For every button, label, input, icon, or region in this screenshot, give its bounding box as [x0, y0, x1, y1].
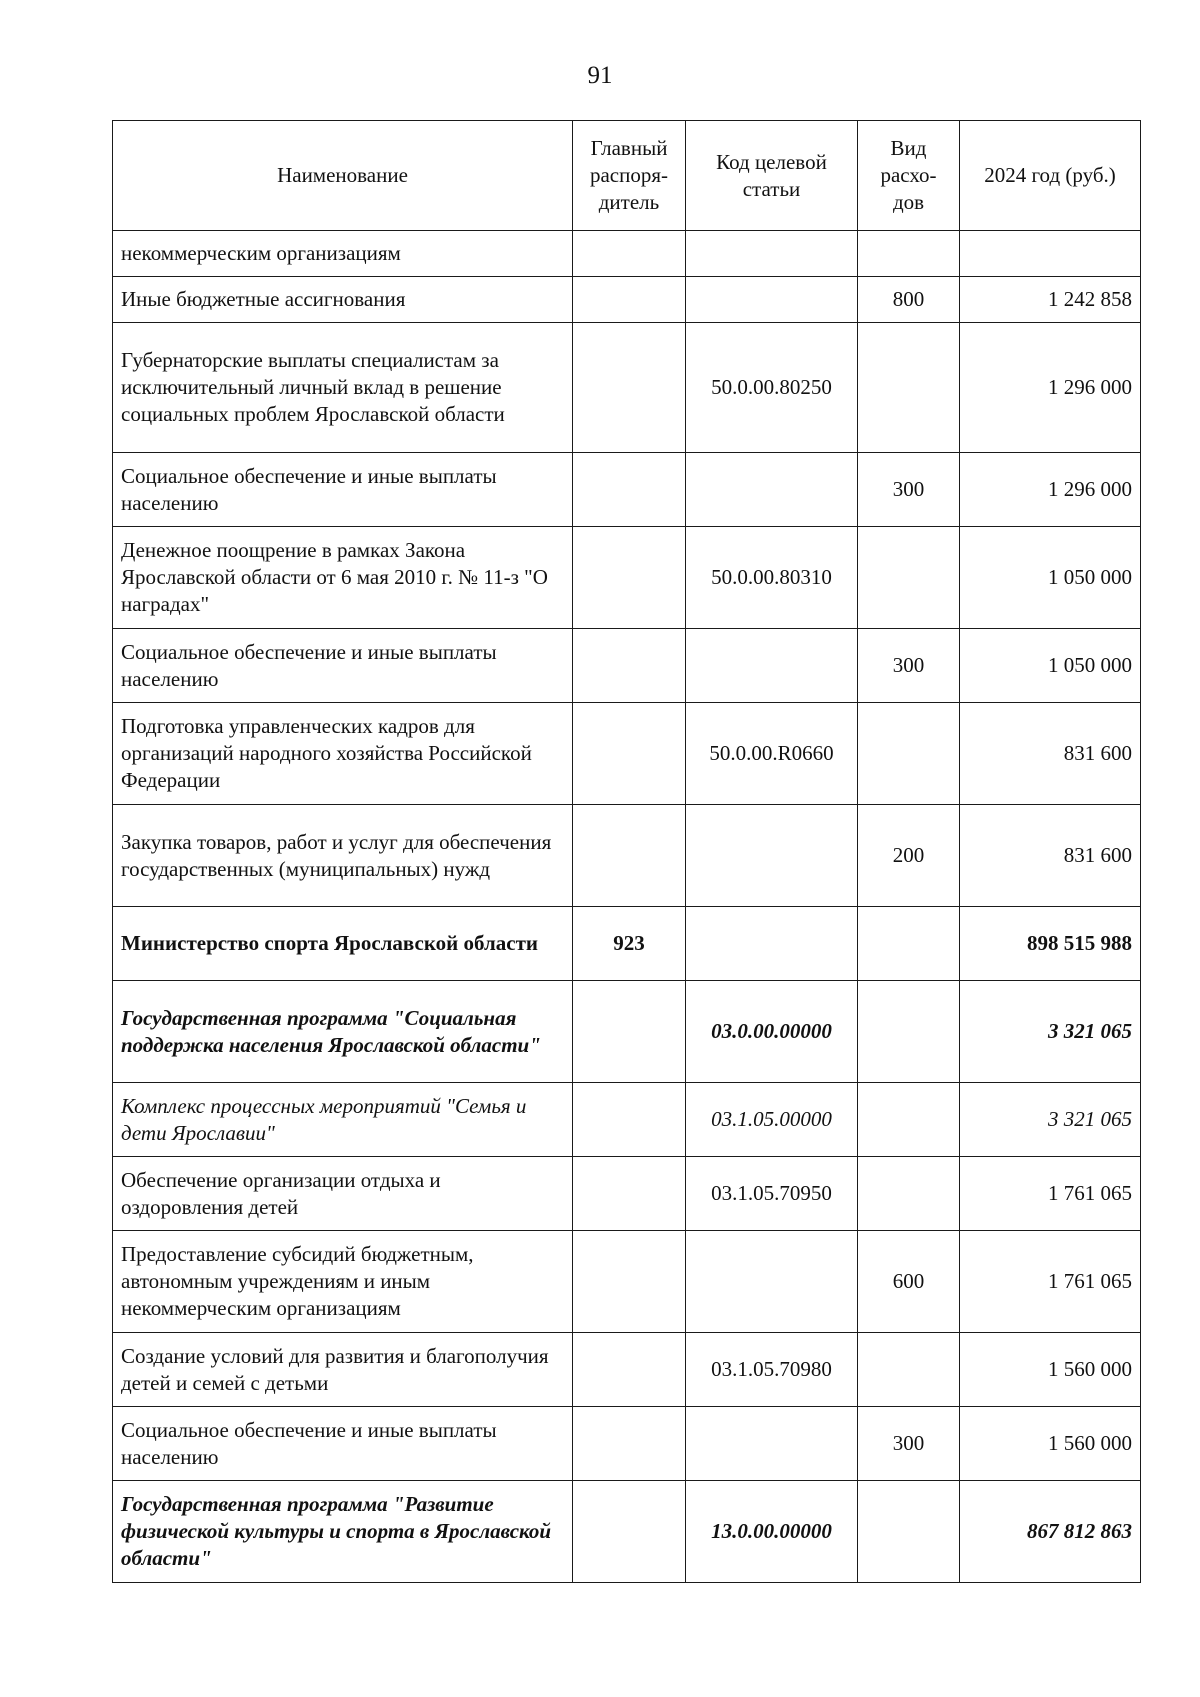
cell-vid: [858, 231, 960, 277]
cell-main: [573, 1231, 686, 1333]
cell-main: [573, 1333, 686, 1407]
cell-name: Социальное обеспечение и иные выплаты населению: [113, 1407, 573, 1481]
cell-vid: [858, 1333, 960, 1407]
cell-code: 03.1.05.70980: [686, 1333, 858, 1407]
table-row: [113, 1407, 1141, 1481]
cell-main: [573, 323, 686, 453]
cell-vid: [858, 323, 960, 453]
cell-sum: 1 242 858: [960, 277, 1141, 323]
cell-code: [686, 805, 858, 907]
cell-code: [686, 453, 858, 527]
cell-main: [573, 703, 686, 805]
cell-main: [573, 527, 686, 629]
cell-main: [573, 805, 686, 907]
cell-vid: 800: [858, 277, 960, 323]
cell-sum: 867 812 863: [960, 1481, 1141, 1583]
cell-name: Социальное обеспечение и иные выплаты населению: [113, 453, 573, 527]
cell-code: [686, 1231, 858, 1333]
table-row: [113, 1333, 1141, 1407]
cell-name: Обеспечение организации отдыха и оздоровления детей: [113, 1157, 573, 1231]
cell-code: 13.0.00.00000: [686, 1481, 858, 1583]
header-name: Наименование: [113, 121, 573, 231]
cell-name: Губернаторские выплаты специалистам за исключительный личный вклад в решение социальных проблем Ярославской области: [113, 323, 573, 453]
cell-sum: [960, 231, 1141, 277]
cell-sum: 3 321 065: [960, 981, 1141, 1083]
table-row: [113, 453, 1141, 527]
cell-name: Денежное поощрение в рамках Закона Ярославской области от 6 мая 2010 г. № 11-з "О наградах": [113, 527, 573, 629]
cell-code: 50.0.00.R0660: [686, 703, 858, 805]
cell-name: Государственная программа "Развитие физической культуры и спорта в Ярославской области": [113, 1481, 573, 1583]
header-target-code: Код целевой статьи: [686, 121, 858, 231]
cell-main: [573, 981, 686, 1083]
cell-main: [573, 453, 686, 527]
cell-vid: 300: [858, 629, 960, 703]
cell-vid: [858, 1157, 960, 1231]
cell-name: Комплекс процессных мероприятий "Семья и дети Ярославии": [113, 1083, 573, 1157]
cell-sum: 1 296 000: [960, 323, 1141, 453]
table-row-program: [113, 1481, 1141, 1583]
cell-name: Предоставление субсидий бюджетным, автономным учреждениям и иным некоммерческим организациям: [113, 1231, 573, 1333]
table-row: [113, 703, 1141, 805]
cell-sum: 831 600: [960, 703, 1141, 805]
cell-name: Социальное обеспечение и иные выплаты населению: [113, 629, 573, 703]
cell-main: [573, 277, 686, 323]
table-row-ministry: [113, 907, 1141, 981]
cell-sum: 1 761 065: [960, 1157, 1141, 1231]
cell-vid: [858, 527, 960, 629]
cell-main: [573, 1481, 686, 1583]
table-header-row: [113, 121, 1141, 231]
cell-code: 03.1.05.00000: [686, 1083, 858, 1157]
cell-name: Государственная программа "Социальная поддержка населения Ярославской области": [113, 981, 573, 1083]
cell-sum: 1 761 065: [960, 1231, 1141, 1333]
cell-main: [573, 1407, 686, 1481]
table-row: [113, 277, 1141, 323]
cell-code: [686, 1407, 858, 1481]
cell-code: [686, 629, 858, 703]
cell-name: Закупка товаров, работ и услуг для обеспечения государственных (муниципальных) нужд: [113, 805, 573, 907]
cell-code: 50.0.00.80310: [686, 527, 858, 629]
table-row: [113, 231, 1141, 277]
cell-code: [686, 277, 858, 323]
cell-sum: 1 050 000: [960, 629, 1141, 703]
table-row: [113, 527, 1141, 629]
cell-sum: 1 560 000: [960, 1333, 1141, 1407]
cell-sum: 898 515 988: [960, 907, 1141, 981]
table-row: [113, 323, 1141, 453]
cell-name: Создание условий для развития и благополучия детей и семей с детьми: [113, 1333, 573, 1407]
cell-sum: 1 296 000: [960, 453, 1141, 527]
cell-main: [573, 231, 686, 277]
cell-main: 923: [573, 907, 686, 981]
cell-vid: 300: [858, 453, 960, 527]
cell-sum: 1 560 000: [960, 1407, 1141, 1481]
cell-name: некоммерческим организациям: [113, 231, 573, 277]
cell-vid: [858, 981, 960, 1083]
cell-code: 03.1.05.70950: [686, 1157, 858, 1231]
cell-code: [686, 231, 858, 277]
cell-vid: 600: [858, 1231, 960, 1333]
cell-sum: 831 600: [960, 805, 1141, 907]
cell-code: 50.0.00.80250: [686, 323, 858, 453]
cell-main: [573, 1157, 686, 1231]
table-row-program: [113, 981, 1141, 1083]
cell-vid: [858, 907, 960, 981]
cell-name: Министерство спорта Ярославской области: [113, 907, 573, 981]
table-row-complex: [113, 1083, 1141, 1157]
table-row: [113, 1231, 1141, 1333]
page-number: 91: [587, 62, 613, 89]
header-main-manager: Главный распоря-дитель: [573, 121, 686, 231]
cell-vid: 200: [858, 805, 960, 907]
cell-vid: [858, 1481, 960, 1583]
header-expense-type: Вид расхо-дов: [858, 121, 960, 231]
cell-code: [686, 907, 858, 981]
cell-vid: [858, 1083, 960, 1157]
cell-code: 03.0.00.00000: [686, 981, 858, 1083]
cell-sum: 3 321 065: [960, 1083, 1141, 1157]
cell-vid: [858, 703, 960, 805]
header-amount-2024: 2024 год (руб.): [960, 121, 1141, 231]
table-row: [113, 629, 1141, 703]
cell-main: [573, 1083, 686, 1157]
table-row: [113, 1157, 1141, 1231]
budget-table: [112, 120, 1141, 1583]
cell-name: Иные бюджетные ассигнования: [113, 277, 573, 323]
table-row: [113, 805, 1141, 907]
cell-vid: 300: [858, 1407, 960, 1481]
cell-main: [573, 629, 686, 703]
cell-name: Подготовка управленческих кадров для организаций народного хозяйства Российской Федерации: [113, 703, 573, 805]
cell-sum: 1 050 000: [960, 527, 1141, 629]
